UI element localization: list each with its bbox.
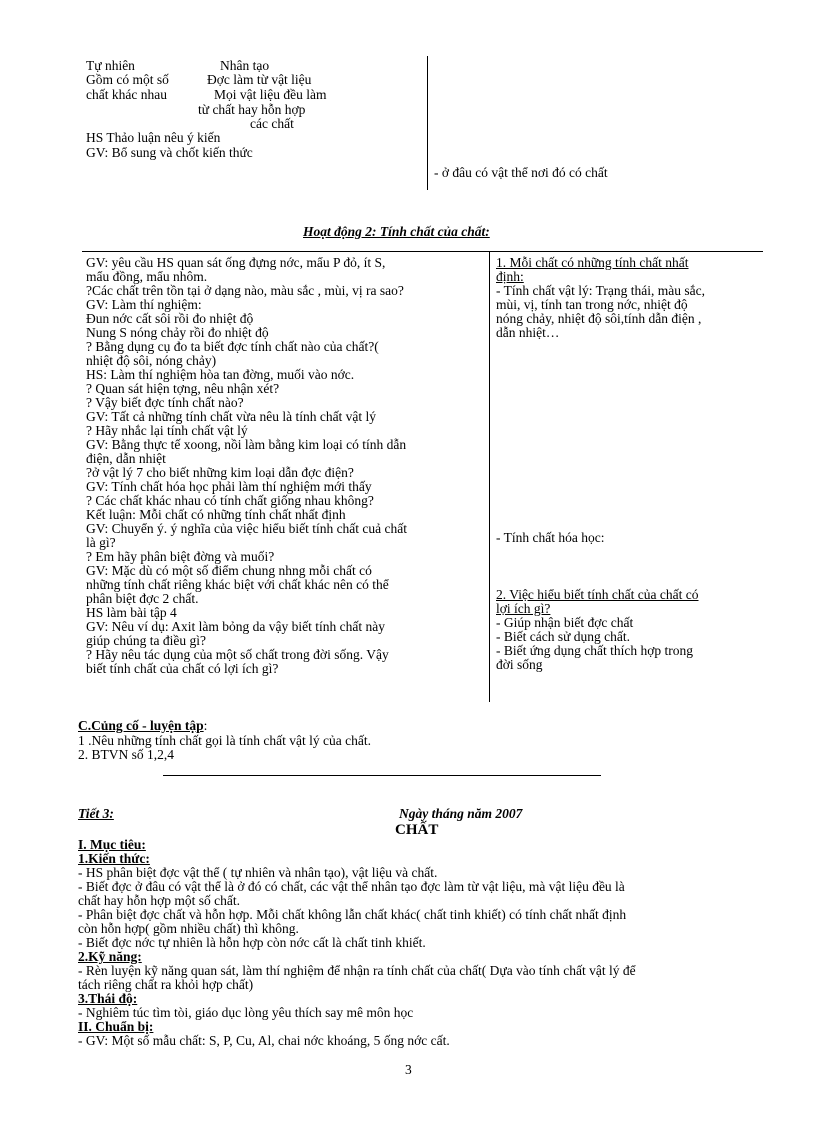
attitude-line: - Nghiêm túc tìm tòi, giáo dục lòng yêu thích say mê môn học	[78, 1005, 414, 1020]
activity2-line: GV: Mặc dù có một số điểm chung nhng mỗi chất có	[86, 563, 372, 578]
physical-property-line: dẫn nhiệt…	[496, 325, 560, 340]
activity2-line: GV: yêu cầu HS quan sát ống đựng nớc, mẩu P đỏ, ít S,	[86, 255, 386, 270]
consolidation-title-suffix: :	[203, 718, 208, 733]
activity2-line: GV: Nêu ví dụ: Axit làm bỏng da vậy biết tính chất này	[86, 619, 385, 634]
activity2-left-column	[86, 256, 484, 676]
knowledge-line: chất hay hỗn hợp một số chất.	[78, 893, 240, 908]
physical-properties	[496, 284, 761, 340]
artificial-desc-2: Mọi vật liệu đều làm	[214, 87, 327, 102]
benefit-section	[496, 588, 761, 672]
prep-line: - GV: Một số mẫu chất: S, P, Cu, Al, chai nớc khoáng, 5 ống nớc cất.	[78, 1033, 450, 1048]
activity2-line: ? Vậy biết đợc tính chất nào?	[86, 395, 244, 410]
table-top-border	[82, 251, 763, 252]
benefit-heading-1: 2. Việc hiểu biết tính chất của chất có	[496, 587, 699, 602]
activity2-line: phân biệt đợc 2 chất.	[86, 591, 199, 606]
physical-property-line: mùi, vị, tính tan trong nớc, nhiệt độ	[496, 297, 688, 312]
prep-title: II. Chuẩn bị:	[78, 1019, 154, 1034]
activity2-line: HS: Làm thí nghiệm hòa tan đờng, muối vào nớc.	[86, 367, 355, 382]
benefit-line: - Biết ứng dụng chất thích hợp trong	[496, 643, 694, 658]
property-heading-1: 1. Mỗi chất có những tính chất nhất	[496, 255, 689, 270]
activity2-line: Đun nớc cất sôi rồi đo nhiệt độ	[86, 311, 254, 326]
activity2-line: ? Bằng dụng cụ đo ta biết đợc tính chất nào của chất?(	[86, 339, 379, 354]
activity2-line: là gì?	[86, 535, 116, 550]
benefit-heading-2: lợi ích gì?	[496, 601, 551, 616]
skills-line: - Rèn luyện kỹ năng quan sát, làm thí nghiệm để nhận ra tính chất của chất( Dựa vào tính chất vật lý để	[78, 963, 636, 978]
physical-property-line: nóng chảy, nhiệt độ sôi,tính dẫn điện ,	[496, 311, 702, 326]
activity2-title: Hoạt động 2: Tính chất của chất:	[303, 224, 490, 239]
head-artificial: Nhân tạo	[220, 58, 270, 73]
activity2-line: GV: Chuyển ý. ý nghĩa của việc hiểu biết tính chất cuả chất	[86, 521, 408, 536]
head-natural: Tự nhiên	[86, 58, 135, 73]
activity2-line: ? Hãy nêu tác dụng của một số chất trong đời sống. Vậy	[86, 647, 389, 662]
activity2-line: ?ở vật lý 7 cho biết những kim loại dẫn đợc điện?	[86, 465, 354, 480]
lesson-heading: CHẤT	[395, 822, 439, 838]
objectives-title: I. Mục tiêu:	[78, 837, 146, 852]
physical-property-line: - Tính chất vật lý: Trạng thái, màu sắc,	[496, 283, 705, 298]
knowledge-line: - Biết đợc ở đâu có vật thể là ở đó có chất, các vật thể nhân tạo đợc làm từ vật liệu, mà vật liệu đều là	[78, 879, 625, 894]
activity2-line: biết tính chất của chất có lợi ích gì?	[86, 661, 279, 676]
consolidation-item: 1 .Nêu những tính chất gọi là tính chất vật lý của chất.	[78, 733, 371, 748]
natural-desc-2: chất khác nhau	[86, 87, 167, 102]
benefit-line: - Giúp nhận biết đợc chất	[496, 615, 634, 630]
consolidation-title	[78, 719, 207, 733]
chemical-properties: - Tính chất hóa học:	[496, 530, 605, 545]
artificial-desc-1: Đợc làm từ vật liệu	[207, 72, 312, 87]
activity2-line: ? Em hãy phân biệt đờng và muối?	[86, 549, 275, 564]
lesson3-body	[78, 838, 768, 1048]
skills-title: 2.Kỹ năng:	[78, 949, 142, 964]
activity2-line: giúp chúng ta điều gì?	[86, 633, 206, 648]
activity2-line: GV: Làm thí nghiệm:	[86, 297, 202, 312]
lesson-number: Tiết 3:	[78, 806, 114, 821]
natural-desc-1: Gồm có một số	[86, 72, 169, 87]
skills-line: tách riêng chất ra khỏi hợp chất)	[78, 977, 254, 992]
benefit-line: - Biết cách sử dụng chất.	[496, 629, 631, 644]
consolidation-title-text: C.Củng cố - luyện tập	[78, 718, 204, 733]
prep-list	[78, 1034, 768, 1048]
activity2-line: những tính chất riêng khác biệt với chất khác nên có thể	[86, 577, 389, 592]
knowledge-line: - Phân biệt đợc chất và hỗn hợp. Mỗi chất không lẫn chất khác( chất tinh khiết) có tính chất nhất định	[78, 907, 627, 922]
benefit-line: đời sống	[496, 657, 543, 672]
property-heading-2: định:	[496, 269, 524, 284]
activity2-line: GV: Tất cả những tính chất vừa nêu là tính chất vật lý	[86, 409, 377, 424]
page-number: 3	[405, 1062, 412, 1077]
knowledge-line: - HS phân biệt đợc vật thể ( tự nhiên và nhân tạo), vật liệu và chất.	[78, 865, 438, 880]
right-note: - ở đâu có vật thể nơi đó có chất	[434, 165, 608, 180]
top-divider	[427, 56, 428, 190]
activity2-line: nhiệt độ sôi, nóng chảy)	[86, 353, 217, 368]
activity2-line: ? Quan sát hiện tợng, nêu nhận xét?	[86, 381, 280, 396]
activity2-line: điện, dẫn nhiệt	[86, 451, 166, 466]
activity2-line: GV: Bằng thực tế xoong, nồi làm bằng kim loại có tính dẫn	[86, 437, 407, 452]
activity2-line: mẩu đồng, mẩu nhôm.	[86, 269, 208, 284]
activity2-line: ?Các chất trên tồn tại ở dạng nào, màu sắc , mùi, vị ra sao?	[86, 283, 404, 298]
knowledge-line: - Biết đợc nớc tự nhiên là hỗn hợp còn nớc cất là chất tinh khiết.	[78, 935, 426, 950]
knowledge-list	[78, 866, 768, 950]
activity2-right-column	[496, 256, 761, 340]
skills-list	[78, 964, 768, 992]
activity2-line: ? Các chất khác nhau có tính chất giống nhau không?	[86, 493, 374, 508]
hs-discussion: HS Thảo luận nêu ý kiến	[86, 130, 221, 145]
benefit-list	[496, 616, 761, 672]
gv-summary: GV: Bổ sung và chốt kiến thức	[86, 145, 253, 160]
activity2-line: ? Hãy nhắc lại tính chất vật lý	[86, 423, 248, 438]
section-separator	[163, 775, 601, 776]
consolidation-item: 2. BTVN số 1,2,4	[78, 747, 175, 762]
knowledge-title: 1.Kiến thức:	[78, 851, 150, 866]
knowledge-line: còn hỗn hợp( gồm nhiều chất) thì không.	[78, 921, 299, 936]
activity2-line: GV: Tính chất hóa học phải làm thí nghiệm mới thấy	[86, 479, 372, 494]
activity2-line: Nung S nóng chảy rồi đo nhiệt độ	[86, 325, 269, 340]
artificial-desc-4: các chất	[250, 116, 294, 131]
consolidation-list	[78, 734, 678, 762]
activity2-line: HS làm bài tập 4	[86, 605, 177, 620]
table-divider	[489, 251, 490, 702]
activity2-line: Kết luận: Mỗi chất có những tính chất nhất định	[86, 507, 346, 522]
attitude-title: 3.Thái độ:	[78, 991, 138, 1006]
lesson-date: Ngày tháng năm 2007	[399, 806, 523, 821]
artificial-desc-3: từ chất hay hỗn hợp	[198, 102, 306, 117]
attitude-list	[78, 1006, 768, 1020]
